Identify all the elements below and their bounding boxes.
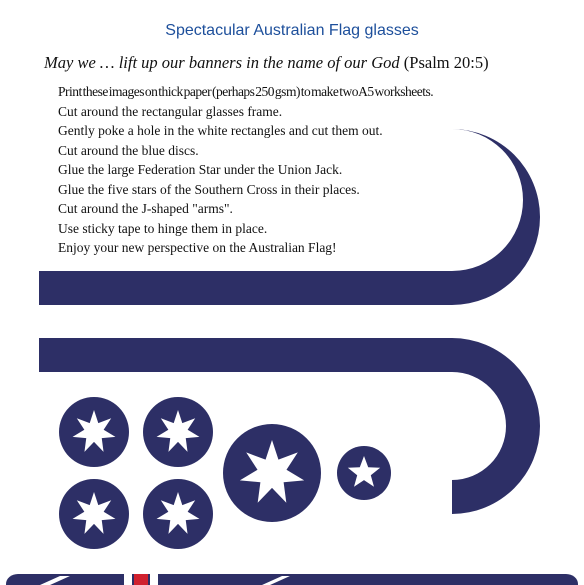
glasses-frame-edge (6, 574, 578, 585)
frame-body (6, 574, 578, 585)
instruction-step: Cut around the blue discs. (58, 142, 199, 158)
instruction-step: Gently poke a hole in the white rectangles and cut them out. (58, 123, 383, 138)
union-jack-white-band (124, 574, 132, 585)
instruction-step: Cut around the rectangular glasses frame. (58, 103, 283, 119)
star-disc (143, 397, 213, 467)
small-star-disc (337, 446, 391, 500)
instruction-step: Cut around the J-shaped "arms". (58, 201, 233, 216)
instruction-step: Glue the five stars of the Southern Cross in their places. (58, 181, 360, 197)
j-shaped-arm-top (39, 129, 540, 305)
star-disc (59, 479, 129, 549)
instruction-step: Glue the large Federation Star under the Union Jack. (58, 162, 343, 177)
union-jack-white-band (150, 574, 158, 585)
star-disc (143, 479, 213, 549)
instruction-step: Use sticky tape to hinge them in place. (58, 220, 268, 236)
star-disc (59, 397, 129, 467)
instruction-step: Print these images on thick paper (perhaps 250 gsm) to make two A5 worksheets. (58, 84, 434, 99)
verse-quote: May we … lift up our banners in the name of our God (44, 53, 400, 72)
page-title: Spectacular Australian Flag glasses (165, 22, 419, 39)
union-jack-red-cross (134, 574, 148, 585)
federation-star-disc (223, 424, 321, 522)
instruction-step: Enjoy your new perspective on the Australian Flag! (58, 240, 337, 255)
verse-reference: (Psalm 20:5) (403, 53, 489, 72)
